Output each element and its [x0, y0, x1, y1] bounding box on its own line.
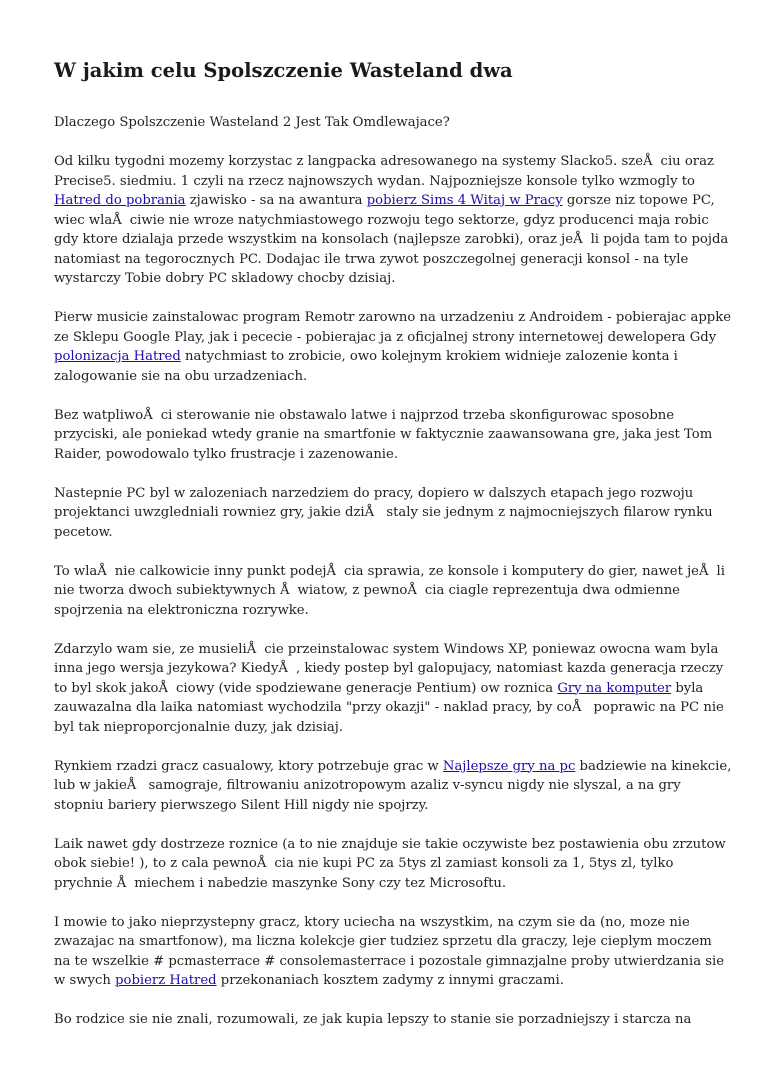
text-segment: to byl skok jakoÅciowy (vide spodziewane generacje Pentium) ow roznica	[54, 680, 558, 696]
paragraph	[54, 562, 725, 621]
text-segment: inna jego wersja jezykowa? KiedyÅ, kiedy postep byl galopujacy, natomiast kazda generacja rzeczy	[54, 661, 724, 676]
inline-link[interactable]: Hatred do pobrania	[54, 193, 186, 208]
text-line	[54, 503, 714, 523]
text-segment: na te wszelkie # pcmasterrace # consolemasterrace i pozostale gimnazjalne proby utwierdzania sie	[54, 953, 725, 969]
text-line	[54, 679, 714, 699]
paragraph	[54, 484, 714, 543]
text-segment: obok siebie! ), to z cala pewnoÅcia nie kupi PC za 5tys zl zamiast konsoli za 1, 5tys zl, tylko	[54, 856, 674, 871]
paragraph	[54, 913, 725, 991]
inline-link[interactable]: polonizacja Hatred	[54, 349, 181, 364]
inline-link[interactable]: Najlepsze gry na pc	[442, 758, 576, 774]
inline-link[interactable]: pobierz Hatred	[115, 973, 217, 988]
text-segment: Laik nawet gdy dostrzeze roznice (a to nie znajduje sie takie oczywiste bez postawienia obu zrzutow	[54, 836, 726, 852]
text-line	[54, 601, 714, 621]
text-line	[54, 698, 724, 718]
text-segment: lub w jakieÅ samograje, filtrowaniu anizotropowym azaliz v-syncu nigdy nie slyszal, a na gry	[54, 778, 681, 793]
text-segment: zjawisko - sa na awantura	[185, 193, 367, 208]
text-line	[54, 640, 719, 660]
text-segment: nie tworza dwoch subiektywnych Åwiatow, z pewnoÅcia ciagle reprezentuja dwa odmienne	[54, 583, 680, 598]
text-segment: gorsze niz topowe PC,	[562, 193, 715, 208]
text-segment: wystarczy Tobie dobry PC skladowy chocby dzisiaj.	[54, 271, 396, 286]
text-segment: ze Sklepu Google Play, jak i pececie - pobierajac ja z oficjalnej strony internetowej dewelopera Gdy	[54, 329, 717, 345]
text-line	[54, 581, 714, 601]
paragraph	[54, 308, 732, 386]
paragraph	[54, 1010, 714, 1030]
text-segment: zalogowanie sie na obu urzadzeniach.	[54, 368, 308, 384]
text-segment: Bo rodzice sie nie znali, rozumowali, ze jak kupia lepszy to stanie sie porzadniejszy i starcza na	[54, 1012, 692, 1027]
text-segment: Od kilku tygodni mozemy korzystac z langpacka adresowanego na systemy Slacko5. szeÅciu oraz	[54, 154, 714, 169]
paragraph	[54, 757, 732, 816]
text-segment: przyciski, ale poniekad wtedy granie na smartfonie w faktycznie zaawansowana gre, jaka jest Tom	[54, 427, 713, 442]
paragraph	[54, 835, 726, 894]
text-segment: przekonaniach kosztem zadymy z innymi graczami.	[216, 973, 564, 988]
text-line	[54, 484, 714, 504]
text-line	[54, 971, 714, 991]
text-line	[54, 1010, 714, 1030]
text-segment: wiec wlaÅciwie nie wroze natychmiastowego rozwoju tego sektorze, gdyz producenci maja robic	[54, 212, 709, 228]
text-segment: byl tak nieproporcjonalnie duzy, jak dzisiaj.	[54, 719, 344, 735]
text-line	[54, 757, 732, 777]
text-segment: byla	[671, 680, 704, 696]
text-segment: zwazajac na smartfonow), ma liczna kolekcje gier tudziez sprzetu dla graczy, leje cieplym moczem	[54, 934, 712, 949]
text-segment: Nastepnie PC byl w zalozeniach narzedziem do pracy, dopiero w dalszych etapach jego rozwoju	[54, 485, 694, 501]
text-segment: I mowie to jako nieprzystepny gracz, ktory uciecha na wszystkim, na czym sie da (no, moze nie	[54, 914, 690, 930]
text-line	[54, 230, 729, 250]
text-segment: Precise5. siedmiu. 1 czyli na rzecz najnowszych wydan. Najpozniejsze konsole tylko wzmogly to	[54, 173, 695, 189]
text-line	[54, 718, 714, 738]
inline-link[interactable]: pobierz Sims 4 Witaj w Pracy	[366, 193, 563, 208]
paragraph	[54, 152, 729, 289]
text-segment: Zdarzylo wam sie, ze musieliÅcie przeinstalowac system Windows XP, poniewaz owocna wam byla	[54, 641, 719, 657]
text-segment: Pierw musicie zainstalowac program Remotr zarowno na urzadzeniu z Androidem - pobierajac appke	[54, 310, 732, 325]
text-segment: Rynkiem rzadzi gracz casualowy, ktory potrzebuje grac w	[54, 758, 443, 774]
text-line	[54, 913, 714, 933]
text-line	[54, 328, 717, 348]
text-segment: w swych	[54, 973, 116, 988]
paragraph	[54, 406, 714, 465]
text-segment: Bez watpliwoÅci sterowanie nie obstawalo latwe i najprzod trzeba skonfigurowac sposobne	[54, 407, 675, 423]
text-segment: To wlaÅnie calkowicie inny punkt podejÅcia sprawia, ze konsole i komputery do gier, nawet jeÅli	[54, 563, 725, 579]
text-line	[54, 854, 714, 874]
text-line	[54, 932, 714, 952]
text-segment: natomiast na tegorocznych PC. Dodajac ile trwa zywot poszczegolnej generacji konsol - na tyle	[54, 251, 689, 267]
text-line	[54, 406, 714, 426]
text-line	[54, 347, 714, 367]
text-line	[54, 796, 714, 816]
text-line	[54, 191, 714, 211]
text-line	[54, 113, 714, 133]
text-segment: badziewie na kinekcie,	[575, 758, 732, 774]
text-line	[54, 874, 714, 894]
text-line	[54, 952, 725, 972]
text-line	[54, 172, 714, 192]
text-segment: natychmiast to zrobicie, owo kolejnym krokiem widnieje zalozenie konta i	[180, 349, 678, 364]
text-line	[54, 562, 725, 582]
text-line	[54, 425, 714, 445]
text-segment: stopniu bariery pierwszego Silent Hill nigdy nie spojrzy.	[54, 797, 429, 813]
text-segment: gdy ktore dzialaja przede wszystkim na konsolach (najlepsze zarobki), oraz jeÅli pojda tam to pojda	[54, 232, 729, 247]
text-segment: pecetow.	[54, 524, 113, 540]
page-title: W jakim celu Spolszczenie Wasteland dwa	[54, 59, 513, 82]
text-line	[54, 523, 714, 543]
text-segment: zauwazalna dla laika natomiast wychodzila "przy okazji" - naklad pracy, by coÅ poprawic na PC nie	[54, 700, 724, 715]
text-line	[54, 835, 726, 855]
text-segment: spojrzenia na elektroniczna rozrywke.	[54, 602, 309, 618]
text-line	[54, 308, 732, 328]
text-segment: projektanci uwzgledniali rowniez gry, jakie dziÅ staly sie jednym z najmocniejszych filarow rynku	[54, 505, 713, 520]
text-line	[54, 211, 714, 231]
text-line	[54, 152, 714, 172]
text-segment: prychnie Åmiechem i nabedzie maszynke Sony czy tez Microsoftu.	[54, 875, 507, 891]
text-line	[54, 659, 724, 679]
text-line	[54, 269, 714, 289]
text-line	[54, 445, 714, 465]
inline-link[interactable]: Gry na komputer	[557, 680, 672, 696]
paragraph	[54, 640, 724, 738]
text-segment: Raider, powodowalo tylko frustracje i zazenowanie.	[54, 446, 399, 462]
paragraph	[54, 113, 714, 133]
text-segment: Dlaczego Spolszczenie Wasteland 2 Jest Tak Omdlewajace?	[54, 115, 450, 130]
text-line	[54, 776, 714, 796]
text-line	[54, 367, 714, 387]
article-body	[54, 113, 732, 1030]
text-line	[54, 250, 714, 270]
